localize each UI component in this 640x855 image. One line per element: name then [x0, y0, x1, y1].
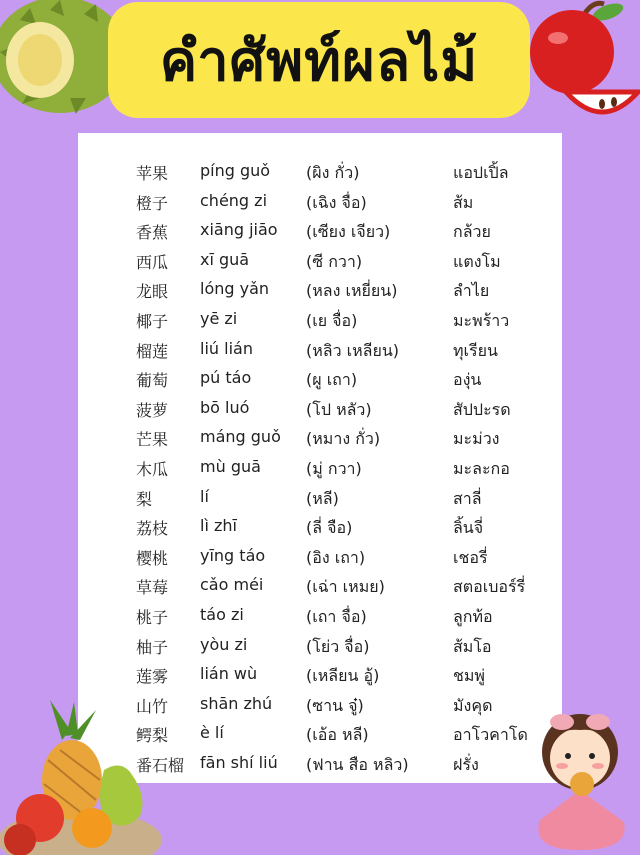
pinyin-text: yòu zi — [200, 634, 248, 654]
pinyin-text: lóng yǎn — [200, 279, 270, 299]
chinese-word: 鳄梨 — [136, 726, 169, 746]
vocabulary-row — [78, 216, 562, 246]
girl-eating-icon — [520, 700, 640, 855]
thai-meaning: ส้ม — [453, 192, 474, 212]
chinese-word: 橙子 — [136, 193, 169, 213]
vocabulary-row — [78, 542, 562, 572]
pinyin-text: cǎo méi — [200, 575, 264, 595]
vocabulary-row — [78, 660, 562, 690]
thai-reading: (อิง เถา) — [306, 547, 366, 567]
pinyin-text: liú lián — [200, 338, 253, 358]
thai-reading: (ซาน จู๋) — [306, 695, 364, 715]
thai-meaning: แอปเปิ้ล — [453, 163, 509, 182]
chinese-word: 榴莲 — [136, 341, 169, 361]
chinese-word: 芒果 — [136, 430, 169, 450]
vocabulary-row — [78, 483, 562, 513]
vocabulary-row — [78, 571, 562, 601]
thai-reading: (เฉิง จื่อ) — [306, 192, 367, 212]
page-title: คำศัพท์ผลไม้ — [159, 28, 479, 94]
title-banner — [108, 2, 530, 118]
pinyin-text: máng guǒ — [200, 427, 281, 447]
pinyin-text: lí — [200, 486, 209, 506]
chinese-word: 番石榴 — [136, 755, 185, 775]
vocabulary-card — [78, 133, 562, 783]
thai-meaning: ชมพู่ — [453, 666, 485, 686]
chinese-word: 桃子 — [136, 607, 169, 627]
pinyin-text: lián wù — [200, 664, 258, 684]
thai-reading: (หมาง กั่ว) — [306, 429, 381, 449]
vocabulary-row — [78, 364, 562, 394]
chinese-word: 山竹 — [136, 696, 169, 716]
chinese-word: 荔枝 — [136, 519, 169, 539]
thai-meaning: ลำไย — [453, 281, 490, 301]
thai-reading: (หลง เหยี่ยน) — [306, 281, 398, 301]
vocabulary-row — [78, 157, 562, 187]
thai-meaning: แตงโม — [453, 251, 501, 271]
pinyin-text: táo zi — [200, 604, 244, 624]
thai-meaning: เชอรี่ — [453, 547, 488, 567]
vocabulary-list — [78, 157, 562, 778]
thai-reading: (ซี กวา) — [306, 251, 363, 271]
chinese-word: 梨 — [136, 489, 153, 509]
pinyin-text: píng guǒ — [200, 161, 271, 180]
chinese-word: 葡萄 — [136, 371, 169, 391]
chinese-word: 香蕉 — [136, 223, 169, 243]
vocabulary-row — [78, 275, 562, 305]
thai-meaning: สาลี่ — [453, 488, 482, 508]
thai-reading: (หลี) — [306, 488, 339, 508]
pinyin-text: yīng táo — [200, 545, 266, 565]
thai-reading: (มู่ กวา) — [306, 458, 362, 478]
chinese-word: 苹果 — [136, 164, 169, 183]
thai-meaning: ฝรั่ง — [453, 754, 479, 774]
chinese-word: 莲雾 — [136, 667, 169, 687]
vocabulary-row — [78, 631, 562, 661]
chinese-word: 椰子 — [136, 311, 169, 331]
thai-meaning: กล้วย — [453, 222, 491, 242]
chinese-word: 柚子 — [136, 637, 169, 657]
pinyin-text: mù guā — [200, 456, 261, 476]
vocabulary-row — [78, 246, 562, 276]
thai-reading: (เถา จื่อ) — [306, 606, 367, 626]
chinese-word: 龙眼 — [136, 282, 169, 302]
thai-meaning: มะละกอ — [453, 458, 510, 478]
pinyin-text: chéng zi — [200, 190, 268, 210]
pinyin-text: lì zhī — [200, 516, 237, 536]
thai-reading: (ฟาน สือ หลิว) — [306, 754, 409, 774]
vocabulary-row — [78, 601, 562, 631]
pinyin-text: bō luó — [200, 397, 250, 417]
pinyin-text: shān zhú — [200, 693, 273, 713]
thai-reading: (ลี่ จือ) — [306, 518, 353, 538]
pinyin-text: fān shí liú — [200, 752, 278, 772]
thai-meaning: อาโวคาโด — [453, 725, 528, 745]
vocabulary-row — [78, 335, 562, 365]
vocabulary-row — [78, 305, 562, 335]
thai-reading: (เซียง เจียว) — [306, 222, 391, 242]
vocabulary-row — [78, 453, 562, 483]
apple-icon — [522, 0, 640, 125]
thai-meaning: ลิ้นจี่ — [453, 518, 484, 538]
thai-meaning: ส้มโอ — [453, 636, 492, 656]
thai-meaning: มะพร้าว — [453, 310, 510, 330]
chinese-word: 木瓜 — [136, 459, 169, 479]
vocabulary-row — [78, 512, 562, 542]
thai-reading: (ผู เถา) — [306, 370, 358, 390]
chinese-word: 草莓 — [136, 578, 169, 598]
thai-meaning: องุ่น — [453, 370, 482, 390]
pinyin-text: xiāng jiāo — [200, 220, 278, 240]
thai-meaning: มะม่วง — [453, 429, 500, 449]
chinese-word: 菠萝 — [136, 400, 169, 420]
pinyin-text: è lí — [200, 723, 224, 743]
thai-reading: (เฉ่า เหมย) — [306, 577, 385, 597]
thai-reading: (เย จื่อ) — [306, 310, 358, 330]
thai-meaning: สตอเบอร์รี่ — [453, 577, 526, 597]
thai-meaning: ทุเรียน — [453, 340, 498, 360]
vocabulary-row — [78, 423, 562, 453]
thai-reading: (ผิง กั่ว) — [306, 163, 360, 182]
thai-reading: (เหลียน อู้) — [306, 666, 380, 686]
thai-meaning: ลูกท้อ — [453, 606, 493, 626]
vocabulary-row — [78, 394, 562, 424]
pinyin-text: xī guā — [200, 249, 250, 269]
thai-reading: (หลิว เหลียน) — [306, 340, 400, 360]
thai-reading: (เอ้อ หลี) — [306, 725, 369, 745]
thai-reading: (โย่ว จื่อ) — [306, 636, 370, 656]
fruit-basket-icon — [0, 700, 170, 855]
thai-reading: (โป หลัว) — [306, 399, 372, 419]
chinese-word: 西瓜 — [136, 252, 169, 272]
thai-meaning: สัปปะรด — [453, 399, 511, 419]
pinyin-text: yē zi — [200, 308, 238, 328]
pinyin-text: pú táo — [200, 368, 252, 388]
thai-meaning: มังคุด — [453, 695, 493, 715]
chinese-word: 樱桃 — [136, 548, 169, 568]
vocabulary-row — [78, 187, 562, 217]
